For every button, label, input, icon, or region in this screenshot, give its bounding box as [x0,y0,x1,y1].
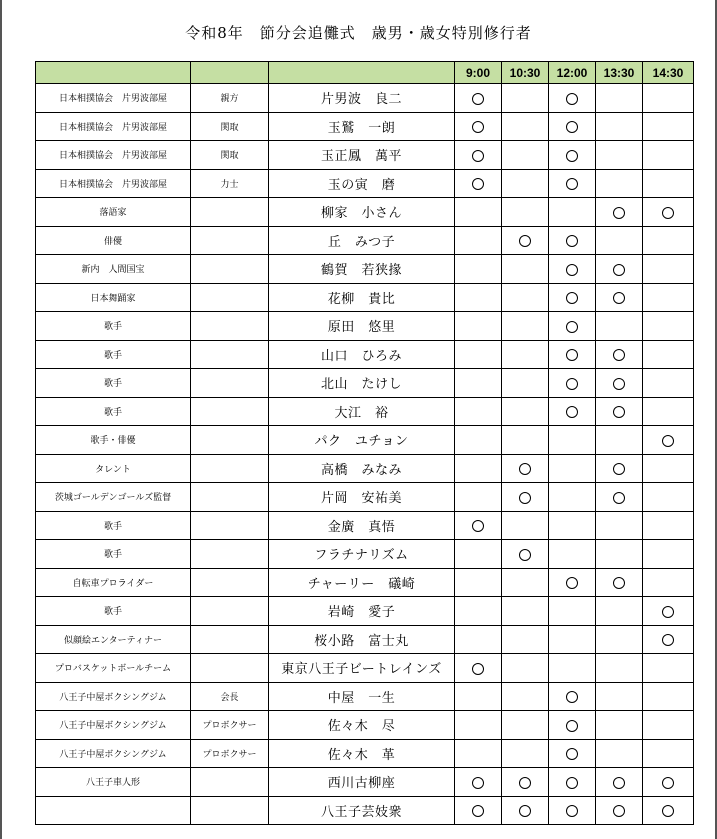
time-slot-cell [596,454,643,483]
table-row [36,84,694,113]
name-cell: 片岡 安祐美 [269,483,455,512]
role-cell [191,397,269,426]
org-cell: 歌手 [36,312,191,341]
header-time: 14:30 [643,62,694,84]
time-slot-cell [643,112,694,141]
time-slot-cell [643,568,694,597]
org-cell: 日本舞踊家 [36,283,191,312]
circle-mark-icon [613,463,625,475]
org-cell: 歌手 [36,397,191,426]
circle-mark-icon [472,777,484,789]
name-cell: 丘 みつ子 [269,226,455,255]
circle-mark-icon [566,720,578,732]
time-slot-cell [502,682,549,711]
table-row [36,198,694,227]
time-slot-cell [643,711,694,740]
name-cell: フラチナリズム [269,540,455,569]
time-slot-cell [502,255,549,284]
role-cell: 関取 [191,141,269,170]
time-slot-cell [549,597,596,626]
circle-mark-icon [519,492,531,504]
circle-mark-icon [613,805,625,817]
name-cell: 西川古柳座 [269,768,455,797]
table-row [36,483,694,512]
circle-mark-icon [566,292,578,304]
name-cell: 玉鷲 一朗 [269,112,455,141]
time-slot-cell [549,312,596,341]
circle-mark-icon [566,150,578,162]
time-slot-cell [549,796,596,825]
schedule-table [35,61,694,825]
role-cell: プロボクサー [191,711,269,740]
name-cell: 八王子芸妓衆 [269,796,455,825]
time-slot-cell [549,625,596,654]
header-time: 13:30 [596,62,643,84]
table-row [36,568,694,597]
time-slot-cell [643,426,694,455]
table-row [36,625,694,654]
name-cell: 柳家 小さん [269,198,455,227]
time-slot-cell [455,568,502,597]
page-border-left [0,0,2,839]
org-cell: タレント [36,454,191,483]
table-row [36,654,694,683]
name-cell: 玉正鳳 萬平 [269,141,455,170]
time-slot-cell [596,283,643,312]
document-title: 令和8年 節分会追儺式 歳男・歳女特別修行者 [185,24,532,42]
time-slot-cell [502,112,549,141]
table-row [36,112,694,141]
circle-mark-icon [662,435,674,447]
time-slot-cell [596,397,643,426]
org-cell: プロバスケットボールチーム [36,654,191,683]
circle-mark-icon [613,406,625,418]
role-cell [191,369,269,398]
org-cell: 八王子中屋ボクシングジム [36,682,191,711]
time-slot-cell [502,340,549,369]
circle-mark-icon [566,121,578,133]
time-slot-cell [455,426,502,455]
time-slot-cell [502,511,549,540]
time-slot-cell [643,540,694,569]
org-cell: 日本相撲協会 片男波部屋 [36,84,191,113]
time-slot-cell [549,768,596,797]
table-row [36,540,694,569]
time-slot-cell [596,312,643,341]
time-slot-cell [455,340,502,369]
time-slot-cell [502,198,549,227]
org-cell: 歌手 [36,369,191,398]
time-slot-cell [596,226,643,255]
time-slot-cell [502,483,549,512]
org-cell: 似顔絵エンターティナー [36,625,191,654]
role-cell [191,340,269,369]
circle-mark-icon [566,349,578,361]
org-cell: 茨城ゴールデンゴールズ監督 [36,483,191,512]
table-row [36,682,694,711]
role-cell [191,255,269,284]
time-slot-cell [502,369,549,398]
name-cell: 鶴賀 若狭掾 [269,255,455,284]
time-slot-cell [549,141,596,170]
time-slot-cell [596,198,643,227]
time-slot-cell [643,625,694,654]
table-row [36,454,694,483]
header-blank-org [36,62,191,84]
time-slot-cell [596,169,643,198]
circle-mark-icon [566,691,578,703]
time-slot-cell [502,312,549,341]
time-slot-cell [596,568,643,597]
role-cell [191,768,269,797]
role-cell: 関取 [191,112,269,141]
time-slot-cell [643,169,694,198]
role-cell [191,511,269,540]
time-slot-cell [643,454,694,483]
time-slot-cell [455,454,502,483]
time-slot-cell [549,483,596,512]
circle-mark-icon [519,549,531,561]
time-slot-cell [549,226,596,255]
circle-mark-icon [662,606,674,618]
time-slot-cell [643,397,694,426]
role-cell [191,454,269,483]
role-cell: 会長 [191,682,269,711]
time-slot-cell [502,768,549,797]
time-slot-cell [549,369,596,398]
org-cell: 八王子中屋ボクシングジム [36,739,191,768]
role-cell [191,796,269,825]
name-cell: 山口 ひろみ [269,340,455,369]
time-slot-cell [502,226,549,255]
time-slot-cell [549,340,596,369]
org-cell: 自転車プロライダー [36,568,191,597]
time-slot-cell [502,568,549,597]
circle-mark-icon [566,577,578,589]
time-slot-cell [455,654,502,683]
circle-mark-icon [472,805,484,817]
circle-mark-icon [566,264,578,276]
circle-mark-icon [472,150,484,162]
time-slot-cell [549,426,596,455]
time-slot-cell [643,739,694,768]
time-slot-cell [502,739,549,768]
time-slot-cell [455,369,502,398]
time-slot-cell [455,682,502,711]
header-blank-name [269,62,455,84]
circle-mark-icon [566,93,578,105]
time-slot-cell [455,739,502,768]
role-cell [191,426,269,455]
name-cell: 片男波 良二 [269,84,455,113]
time-slot-cell [455,141,502,170]
name-cell: 桜小路 富士丸 [269,625,455,654]
role-cell [191,568,269,597]
time-slot-cell [596,540,643,569]
time-slot-cell [596,796,643,825]
name-cell: 花柳 貴比 [269,283,455,312]
time-slot-cell [502,625,549,654]
time-slot-cell [502,711,549,740]
org-cell: 俳優 [36,226,191,255]
time-slot-cell [596,654,643,683]
time-slot-cell [455,112,502,141]
role-cell [191,483,269,512]
name-cell: 中屋 一生 [269,682,455,711]
time-slot-cell [643,369,694,398]
circle-mark-icon [566,805,578,817]
role-cell [191,283,269,312]
time-slot-cell [596,112,643,141]
circle-mark-icon [519,463,531,475]
time-slot-cell [596,711,643,740]
time-slot-cell [643,511,694,540]
org-cell: 歌手 [36,597,191,626]
time-slot-cell [643,283,694,312]
time-slot-cell [549,739,596,768]
circle-mark-icon [472,520,484,532]
header-time: 9:00 [455,62,502,84]
time-slot-cell [455,625,502,654]
time-slot-cell [549,511,596,540]
time-slot-cell [455,768,502,797]
circle-mark-icon [662,207,674,219]
circle-mark-icon [613,207,625,219]
org-cell: 八王子車人形 [36,768,191,797]
table-row [36,511,694,540]
org-cell: 落語家 [36,198,191,227]
time-slot-cell [596,426,643,455]
org-cell: 歌手 [36,540,191,569]
time-slot-cell [596,511,643,540]
time-slot-cell [643,198,694,227]
time-slot-cell [549,198,596,227]
table-row [36,397,694,426]
circle-mark-icon [613,492,625,504]
time-slot-cell [549,454,596,483]
time-slot-cell [549,255,596,284]
time-slot-cell [455,283,502,312]
role-cell [191,597,269,626]
circle-mark-icon [472,663,484,675]
time-slot-cell [596,340,643,369]
org-cell: 日本相撲協会 片男波部屋 [36,141,191,170]
time-slot-cell [549,283,596,312]
time-slot-cell [643,682,694,711]
table-row [36,426,694,455]
role-cell [191,226,269,255]
role-cell [191,540,269,569]
time-slot-cell [596,84,643,113]
time-slot-cell [643,255,694,284]
table-row [36,369,694,398]
org-cell: 新内 人間国宝 [36,255,191,284]
time-slot-cell [643,312,694,341]
schedule-body [36,84,694,825]
circle-mark-icon [472,178,484,190]
table-row [36,739,694,768]
time-slot-cell [643,483,694,512]
circle-mark-icon [519,805,531,817]
org-cell: 歌手 [36,340,191,369]
name-cell: 北山 たけし [269,369,455,398]
org-cell: 日本相撲協会 片男波部屋 [36,112,191,141]
time-slot-cell [455,397,502,426]
table-row [36,796,694,825]
table-row [36,597,694,626]
time-slot-cell [502,454,549,483]
table-row [36,340,694,369]
circle-mark-icon [566,777,578,789]
header-row [36,62,694,84]
time-slot-cell [502,540,549,569]
time-slot-cell [502,169,549,198]
name-cell: 金廣 真悟 [269,511,455,540]
time-slot-cell [596,597,643,626]
circle-mark-icon [613,378,625,390]
org-cell: 八王子中屋ボクシングジム [36,711,191,740]
name-cell: 佐々木 革 [269,739,455,768]
name-cell: 岩崎 愛子 [269,597,455,626]
role-cell [191,625,269,654]
name-cell: 東京八王子ビートレインズ [269,654,455,683]
role-cell [191,654,269,683]
role-cell [191,312,269,341]
name-cell: 大江 裕 [269,397,455,426]
time-slot-cell [502,283,549,312]
time-slot-cell [596,682,643,711]
time-slot-cell [596,369,643,398]
table-row [36,226,694,255]
time-slot-cell [549,540,596,569]
time-slot-cell [643,768,694,797]
time-slot-cell [549,169,596,198]
circle-mark-icon [519,777,531,789]
time-slot-cell [502,796,549,825]
time-slot-cell [455,169,502,198]
time-slot-cell [455,312,502,341]
circle-mark-icon [566,178,578,190]
role-cell: プロボクサー [191,739,269,768]
name-cell: 玉の寅 磨 [269,169,455,198]
time-slot-cell [643,597,694,626]
time-slot-cell [455,198,502,227]
table-row [36,141,694,170]
circle-mark-icon [613,264,625,276]
name-cell: パク ユチョン [269,426,455,455]
time-slot-cell [455,483,502,512]
circle-mark-icon [566,406,578,418]
role-cell [191,198,269,227]
time-slot-cell [455,226,502,255]
org-cell: 歌手・俳優 [36,426,191,455]
header-time: 10:30 [502,62,549,84]
role-cell: 力士 [191,169,269,198]
table-row [36,711,694,740]
circle-mark-icon [566,235,578,247]
time-slot-cell [549,682,596,711]
time-slot-cell [549,84,596,113]
circle-mark-icon [566,748,578,760]
name-cell: 佐々木 尽 [269,711,455,740]
circle-mark-icon [613,777,625,789]
role-cell: 親方 [191,84,269,113]
time-slot-cell [502,397,549,426]
org-cell [36,796,191,825]
time-slot-cell [455,511,502,540]
table-row [36,283,694,312]
time-slot-cell [455,597,502,626]
time-slot-cell [549,112,596,141]
time-slot-cell [596,739,643,768]
time-slot-cell [596,141,643,170]
circle-mark-icon [613,577,625,589]
time-slot-cell [502,84,549,113]
org-cell: 日本相撲協会 片男波部屋 [36,169,191,198]
circle-mark-icon [613,292,625,304]
table-row [36,169,694,198]
table-row [36,255,694,284]
time-slot-cell [643,141,694,170]
circle-mark-icon [662,634,674,646]
table-row [36,768,694,797]
time-slot-cell [596,625,643,654]
time-slot-cell [502,597,549,626]
time-slot-cell [502,141,549,170]
time-slot-cell [502,426,549,455]
time-slot-cell [596,483,643,512]
circle-mark-icon [566,321,578,333]
time-slot-cell [549,654,596,683]
circle-mark-icon [472,121,484,133]
time-slot-cell [643,340,694,369]
time-slot-cell [549,711,596,740]
circle-mark-icon [519,235,531,247]
time-slot-cell [643,654,694,683]
time-slot-cell [596,255,643,284]
circle-mark-icon [662,777,674,789]
org-cell: 歌手 [36,511,191,540]
table-row [36,312,694,341]
name-cell: チャーリー 礒崎 [269,568,455,597]
time-slot-cell [455,796,502,825]
header-time: 12:00 [549,62,596,84]
circle-mark-icon [472,93,484,105]
time-slot-cell [643,796,694,825]
time-slot-cell [502,654,549,683]
time-slot-cell [455,84,502,113]
time-slot-cell [596,768,643,797]
time-slot-cell [455,711,502,740]
circle-mark-icon [566,378,578,390]
time-slot-cell [455,255,502,284]
time-slot-cell [549,568,596,597]
circle-mark-icon [613,349,625,361]
time-slot-cell [643,84,694,113]
circle-mark-icon [662,805,674,817]
name-cell: 原田 悠里 [269,312,455,341]
time-slot-cell [643,226,694,255]
name-cell: 高橋 みなみ [269,454,455,483]
time-slot-cell [455,540,502,569]
time-slot-cell [549,397,596,426]
header-blank-role [191,62,269,84]
